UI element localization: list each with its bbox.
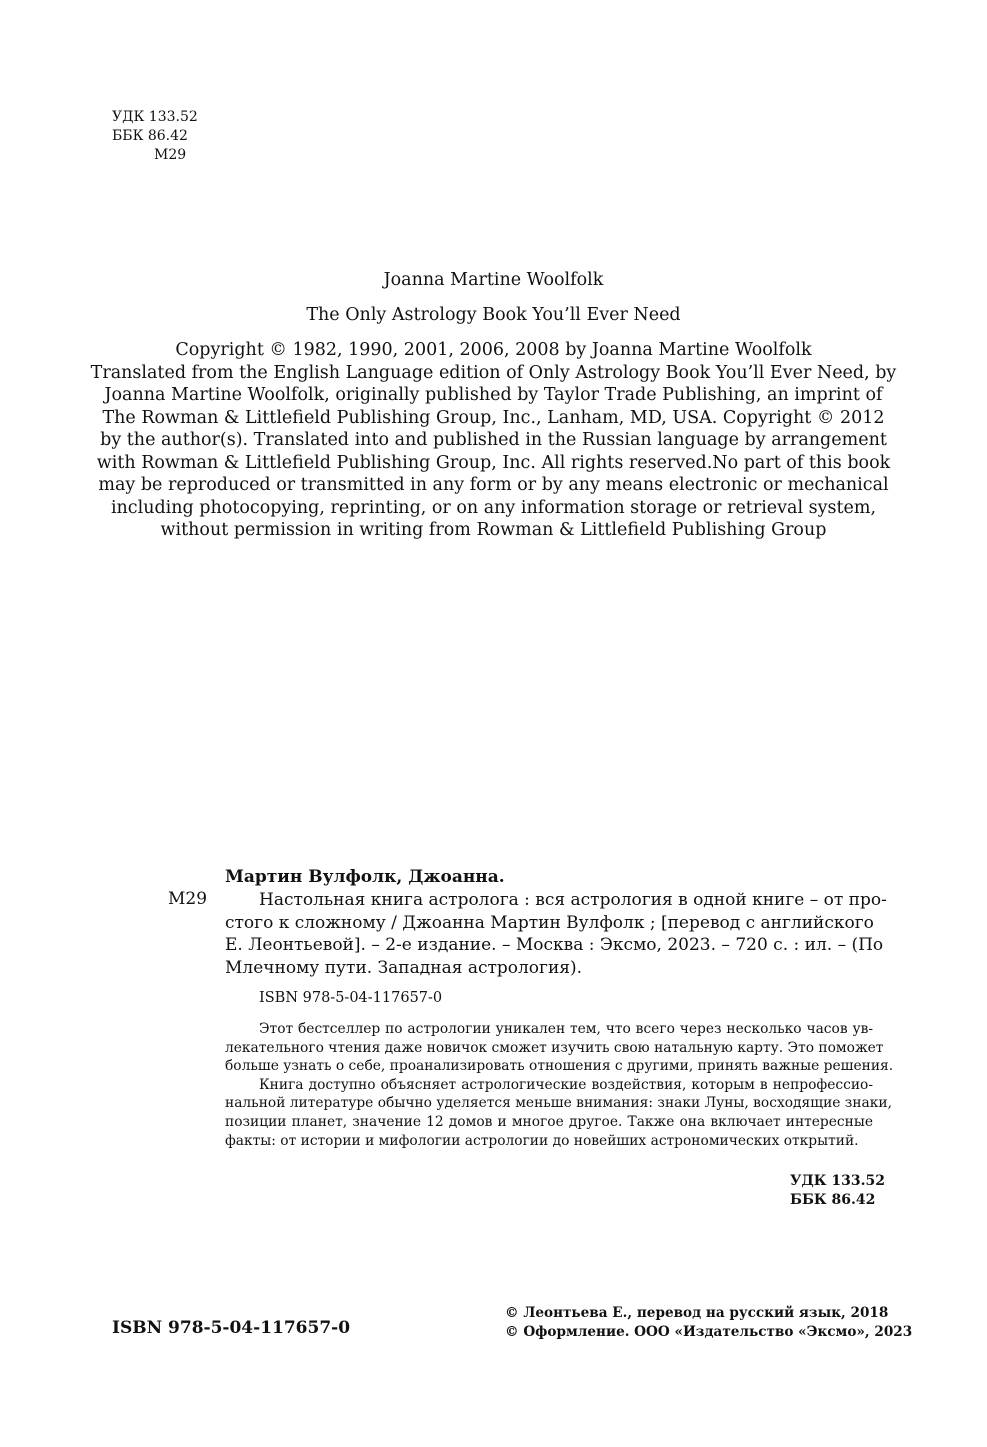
annotation-line: нальной литературе обычно уделяется меньше внимания: знаки Луны, восходящие знаки, xyxy=(225,1095,892,1112)
description-line: Настольная книга астролога : вся астрология в одной книге – от про- xyxy=(259,890,887,910)
copyright-line: The Rowman & Littlefield Publishing Group, Inc., Lanham, MD, USA. Copyright © 2012 xyxy=(102,407,885,428)
copyright-line: Translated from the English Language edition of Only Astrology Book You’ll Ever Need, by xyxy=(90,362,897,383)
catalog-isbn: ISBN 978-5-04-117657-0 xyxy=(259,990,443,1006)
description-line: Млечному пути. Западная астрология). xyxy=(225,957,583,978)
original-title: The Only Astrology Book You’ll Ever Need xyxy=(306,305,681,325)
copyright-line: without permission in writing from Rowman & Littlefield Publishing Group xyxy=(160,520,827,540)
annotation-line: позиции планет, значение 12 домов и многое другое. Также она включает интересные xyxy=(225,1113,873,1130)
isbn: ISBN 978-5-04-117657-0 xyxy=(112,1318,351,1338)
annotation-line: Этот бестселлер по астрологии уникален тем, что всего через несколько часов ув- xyxy=(259,1021,873,1037)
annotation xyxy=(225,1020,894,1150)
udk-code: УДК 133.52 xyxy=(790,1173,885,1189)
description-line: стого к сложному / Джоанна Мартин Вулфолк ; [перевод с английского xyxy=(225,912,874,933)
annotation-line: лекательного чтения даже новичок сможет изучить свою натальную карту. Это поможет xyxy=(225,1039,884,1056)
bbk-code: ББК 86.42 xyxy=(790,1192,876,1208)
design-copyright: © Оформление. ООО «Издательство «Эксмо», 2023 xyxy=(505,1324,913,1340)
catalog-description xyxy=(225,889,887,979)
copyright-line: may be reproduced or transmitted in any form or by any means electronic or mechanical xyxy=(98,475,889,495)
catalog-author: Мартин Вулфолк, Джоанна. xyxy=(225,867,505,887)
copyright-line: including photocopying, reprinting, or on any information storage or retrieval system, xyxy=(110,497,877,518)
annotation-line: факты: от истории и мифологии астрологии до новейших астрономических открытий. xyxy=(225,1132,859,1149)
annotation-line: Книга доступно объясняет астрологические воздействия, которым в непрофессио- xyxy=(259,1076,873,1093)
copyright-line: Copyright © 1982, 1990, 2001, 2006, 2008 by Joanna Martine Woolfolk xyxy=(175,340,812,360)
translation-copyright: © Леонтьева Е., перевод на русский язык, 2018 xyxy=(505,1305,889,1321)
classification-block xyxy=(112,108,198,165)
copyright-block xyxy=(505,1304,912,1342)
original-copyright-notice xyxy=(0,339,987,542)
description-line: Е. Леонтьевой]. – 2-е издание. – Москва : Эксмо, 2023. – 720 с. : ил. – (По xyxy=(225,935,884,955)
copyright-line: with Rowman & Littlefield Publishing Group, Inc. All rights reserved.No part of this book xyxy=(96,452,891,473)
bbk-code: ББК 86.42 xyxy=(112,128,188,144)
author-mark: М29 xyxy=(154,147,187,163)
copyright-line: Joanna Martine Woolfolk, originally published by Taylor Trade Publishing, an imprint of xyxy=(104,385,883,405)
bottom-classification xyxy=(790,1172,885,1210)
udk-code: УДК 133.52 xyxy=(112,109,198,125)
original-author: Joanna Martine Woolfolk xyxy=(383,270,604,290)
annotation-line: больше узнать о себе, проанализировать отношения с другими, принять важные решения. xyxy=(225,1058,894,1075)
copyright-line: by the author(s). Translated into and published in the Russian language by arrangement xyxy=(100,430,887,450)
catalog-author-mark: М29 xyxy=(168,889,208,909)
